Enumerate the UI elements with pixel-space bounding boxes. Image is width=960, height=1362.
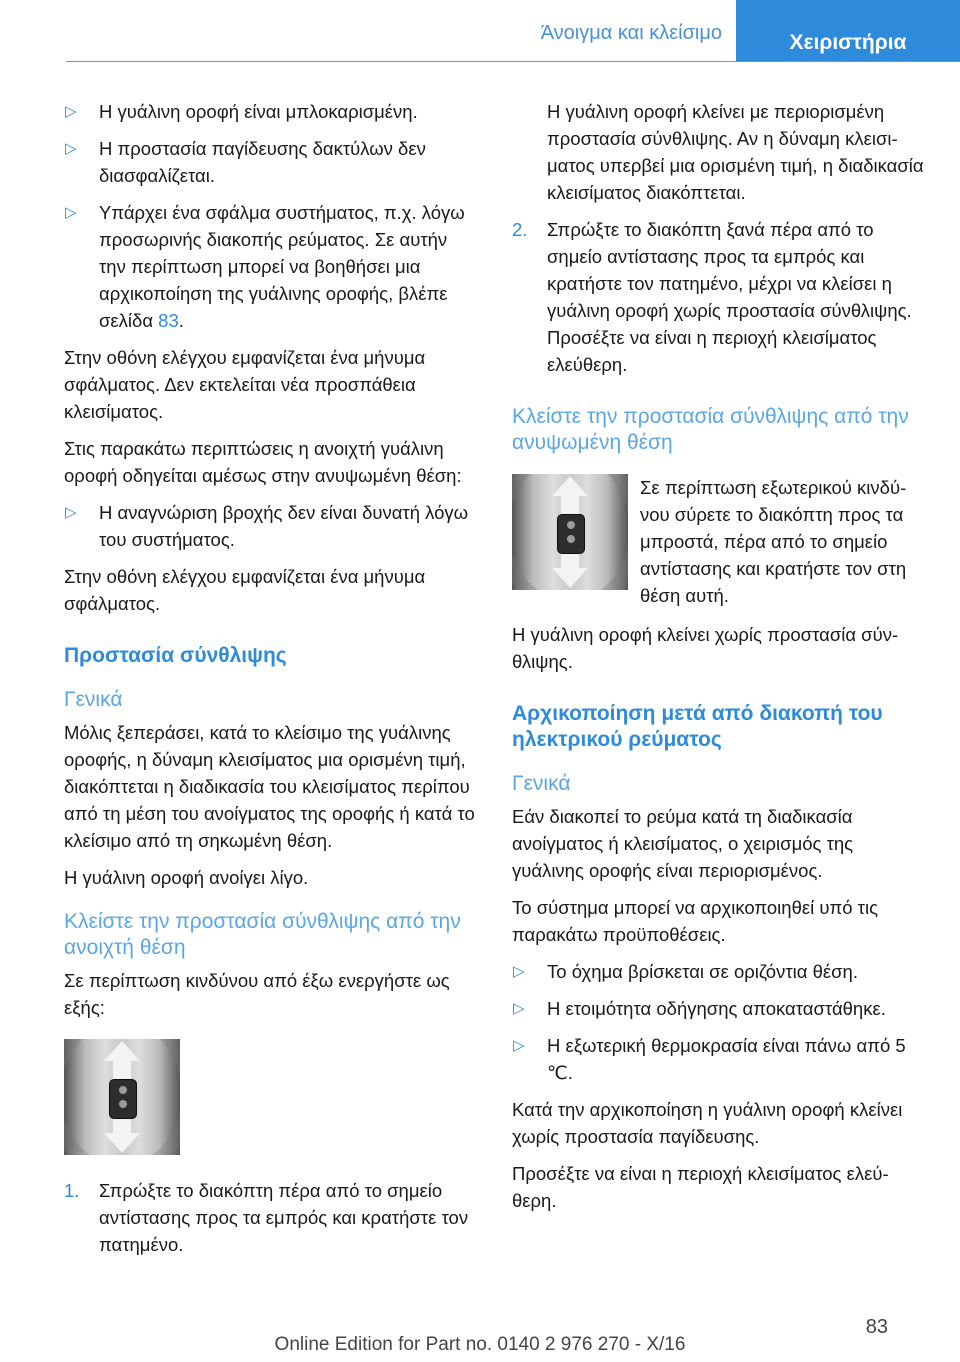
- list-item: ▷ Η αναγνώριση βροχής δεν είναι δυνατή λόγω του συστήματος.: [64, 499, 476, 553]
- paragraph: Σε περίπτωση εξωτερικού κινδύνου σύρετε το διακόπτη προς τα μπροστά, πέρα από το σημείο αντίστασης και κρατήστε τον στη θέση αυτή.: [640, 477, 907, 606]
- step-item: 1. Σπρώξτε το διακόπτη πέρα από το σημείο αντίστασης προς τα εμπρός και κρατήστε τον πατημένο.: [64, 1177, 476, 1258]
- sunroof-switch-image: [512, 474, 628, 590]
- step-number: 2.: [512, 219, 528, 240]
- arrow-down-icon: [552, 568, 588, 588]
- sunroof-switch-image: [64, 1039, 180, 1155]
- step-item: 2. Σπρώξτε το διακόπτη ξανά πέρα από το σημείο αντίστασης προς τα εμπρός και κρατήστε τον πατημένο, μέχρι να κλείσει η γυάλινη οροφή χωρίς προστασία σύνθλιψης. Προσέξτε να είναι η περιοχή κλεισίματος ελεύθερη.: [512, 216, 924, 378]
- list-item: ▷ Η γυάλινη οροφή είναι μπλοκαρισμένη.: [64, 98, 476, 125]
- subsection-heading: Γενικά: [64, 688, 123, 711]
- paragraph: Σε περίπτωση κινδύνου από έξω ενεργήστε ως εξής:: [64, 970, 450, 1018]
- roof-switch-icon: [557, 514, 585, 554]
- step-number: 1.: [64, 1180, 80, 1201]
- left-column: [64, 98, 476, 1268]
- bullet-triangle-icon: ▷: [513, 963, 525, 980]
- paragraph: Προσέξτε να είναι η περιοχή κλεισίματος ελεύθερη.: [512, 1163, 889, 1211]
- header-section-title: Άνοιγμα και κλείσιμο: [540, 22, 722, 44]
- paragraph: Στις παρακάτω περιπτώσεις η ανοιχτή γυάλινη οροφή οδηγείται αμέσως στην ανυψωμένη θέση:: [64, 438, 462, 486]
- paragraph: Κατά την αρχικοποίηση η γυάλινη οροφή κλείνει χωρίς προστασία παγίδευσης.: [512, 1099, 903, 1147]
- paragraph: Εάν διακοπεί το ρεύμα κατά τη διαδικασία ανοίγματος ή κλεισίματος, ο χειρισμός της γυάλινης οροφής είναι περιορισμένος.: [512, 806, 854, 881]
- roof-switch-icon: [109, 1079, 137, 1119]
- right-column: [512, 98, 924, 1224]
- paragraph: Στην οθόνη ελέγχου εμφανίζεται ένα μήνυμα σφάλματος. Δεν εκτελείται νέα προσπάθεια κλεισίματος.: [64, 347, 426, 422]
- list-item: ▷ Η προστασία παγίδευσης δακτύλων δεν διασφαλίζεται.: [64, 135, 476, 189]
- list-item: ▷ Η ετοιμότητα οδήγησης αποκαταστάθηκε.: [512, 995, 924, 1022]
- bullet-triangle-icon: ▷: [65, 204, 77, 221]
- page-reference-link[interactable]: 83: [158, 310, 179, 331]
- page-header: [0, 0, 960, 62]
- bullet-triangle-icon: ▷: [513, 1037, 525, 1054]
- figure-with-text: [512, 474, 924, 609]
- subsection-heading: Γενικά: [512, 772, 571, 795]
- paragraph: Το σύστημα μπορεί να αρχικοποιηθεί υπό τις παρακάτω προϋποθέσεις.: [512, 897, 879, 945]
- bullet-triangle-icon: ▷: [65, 140, 77, 157]
- page-number: 83: [865, 1316, 888, 1338]
- subsection-heading: Κλείστε την προστασία σύνθλιψης από την ανυψωμένη θέση: [512, 405, 909, 454]
- paragraph: Μόλις ξεπεράσει, κατά το κλείσιμο της γυάλινης οροφής, η δύναμη κλεισίματος μια ορισμένη τιμή, διακόπτεται η διαδικασία του κλεισίματος περίπου από τη μέση του ανοίγματος της οροφής ή κατά το κλείσιμο από τη σηκωμένη θέση.: [64, 722, 475, 851]
- step-continuation: Η γυάλινη οροφή κλείνει με περιορισμένη προστασία σύνθλιψης. Αν η δύναμη κλεισιματος υπερβεί μια ορισμένη τιμή, η διαδικασία κλεισίματος διακόπτεται.: [547, 101, 924, 203]
- paragraph: Η γυάλινη οροφή κλείνει χωρίς προστασία σύνθλιψης.: [512, 624, 899, 672]
- paragraph: Η γυάλινη οροφή ανοίγει λίγο.: [64, 867, 309, 888]
- section-heading: Αρχικοποίηση μετά από διακοπή του ηλεκτρικού ρεύματος: [512, 702, 883, 751]
- list-item: ▷ Το όχημα βρίσκεται σε οριζόντια θέση.: [512, 958, 924, 985]
- bullet-triangle-icon: ▷: [513, 1000, 525, 1017]
- paragraph: Στην οθόνη ελέγχου εμφανίζεται ένα μήνυμα σφάλματος.: [64, 566, 426, 614]
- subsection-heading: Κλείστε την προστασία σύνθλιψης από την ανοιχτή θέση: [64, 910, 461, 959]
- arrow-down-icon: [104, 1133, 140, 1153]
- header-chapter-tab: Χειριστήρια: [736, 0, 960, 62]
- section-heading: Προστασία σύνθλιψης: [64, 644, 287, 667]
- list-item: ▷ Η εξωτερική θερμοκρασία είναι πάνω από 5 ℃.: [512, 1032, 924, 1086]
- header-rule: [66, 61, 960, 62]
- bullet-triangle-icon: ▷: [65, 504, 77, 521]
- bullet-triangle-icon: ▷: [65, 103, 77, 120]
- edition-note: Online Edition for Part no. 0140 2 976 270 - X/16: [274, 1334, 686, 1355]
- list-item: ▷ Υπάρχει ένα σφάλμα συστήματος, π.χ. λόγω προσωρινής διακοπής ρεύματος. Σε αυτήν την περίπτωση μπορεί να βοηθήσει μια αρχικοποίηση της γυάλινης οροφής, βλέπε σελίδα 83.: [64, 199, 476, 334]
